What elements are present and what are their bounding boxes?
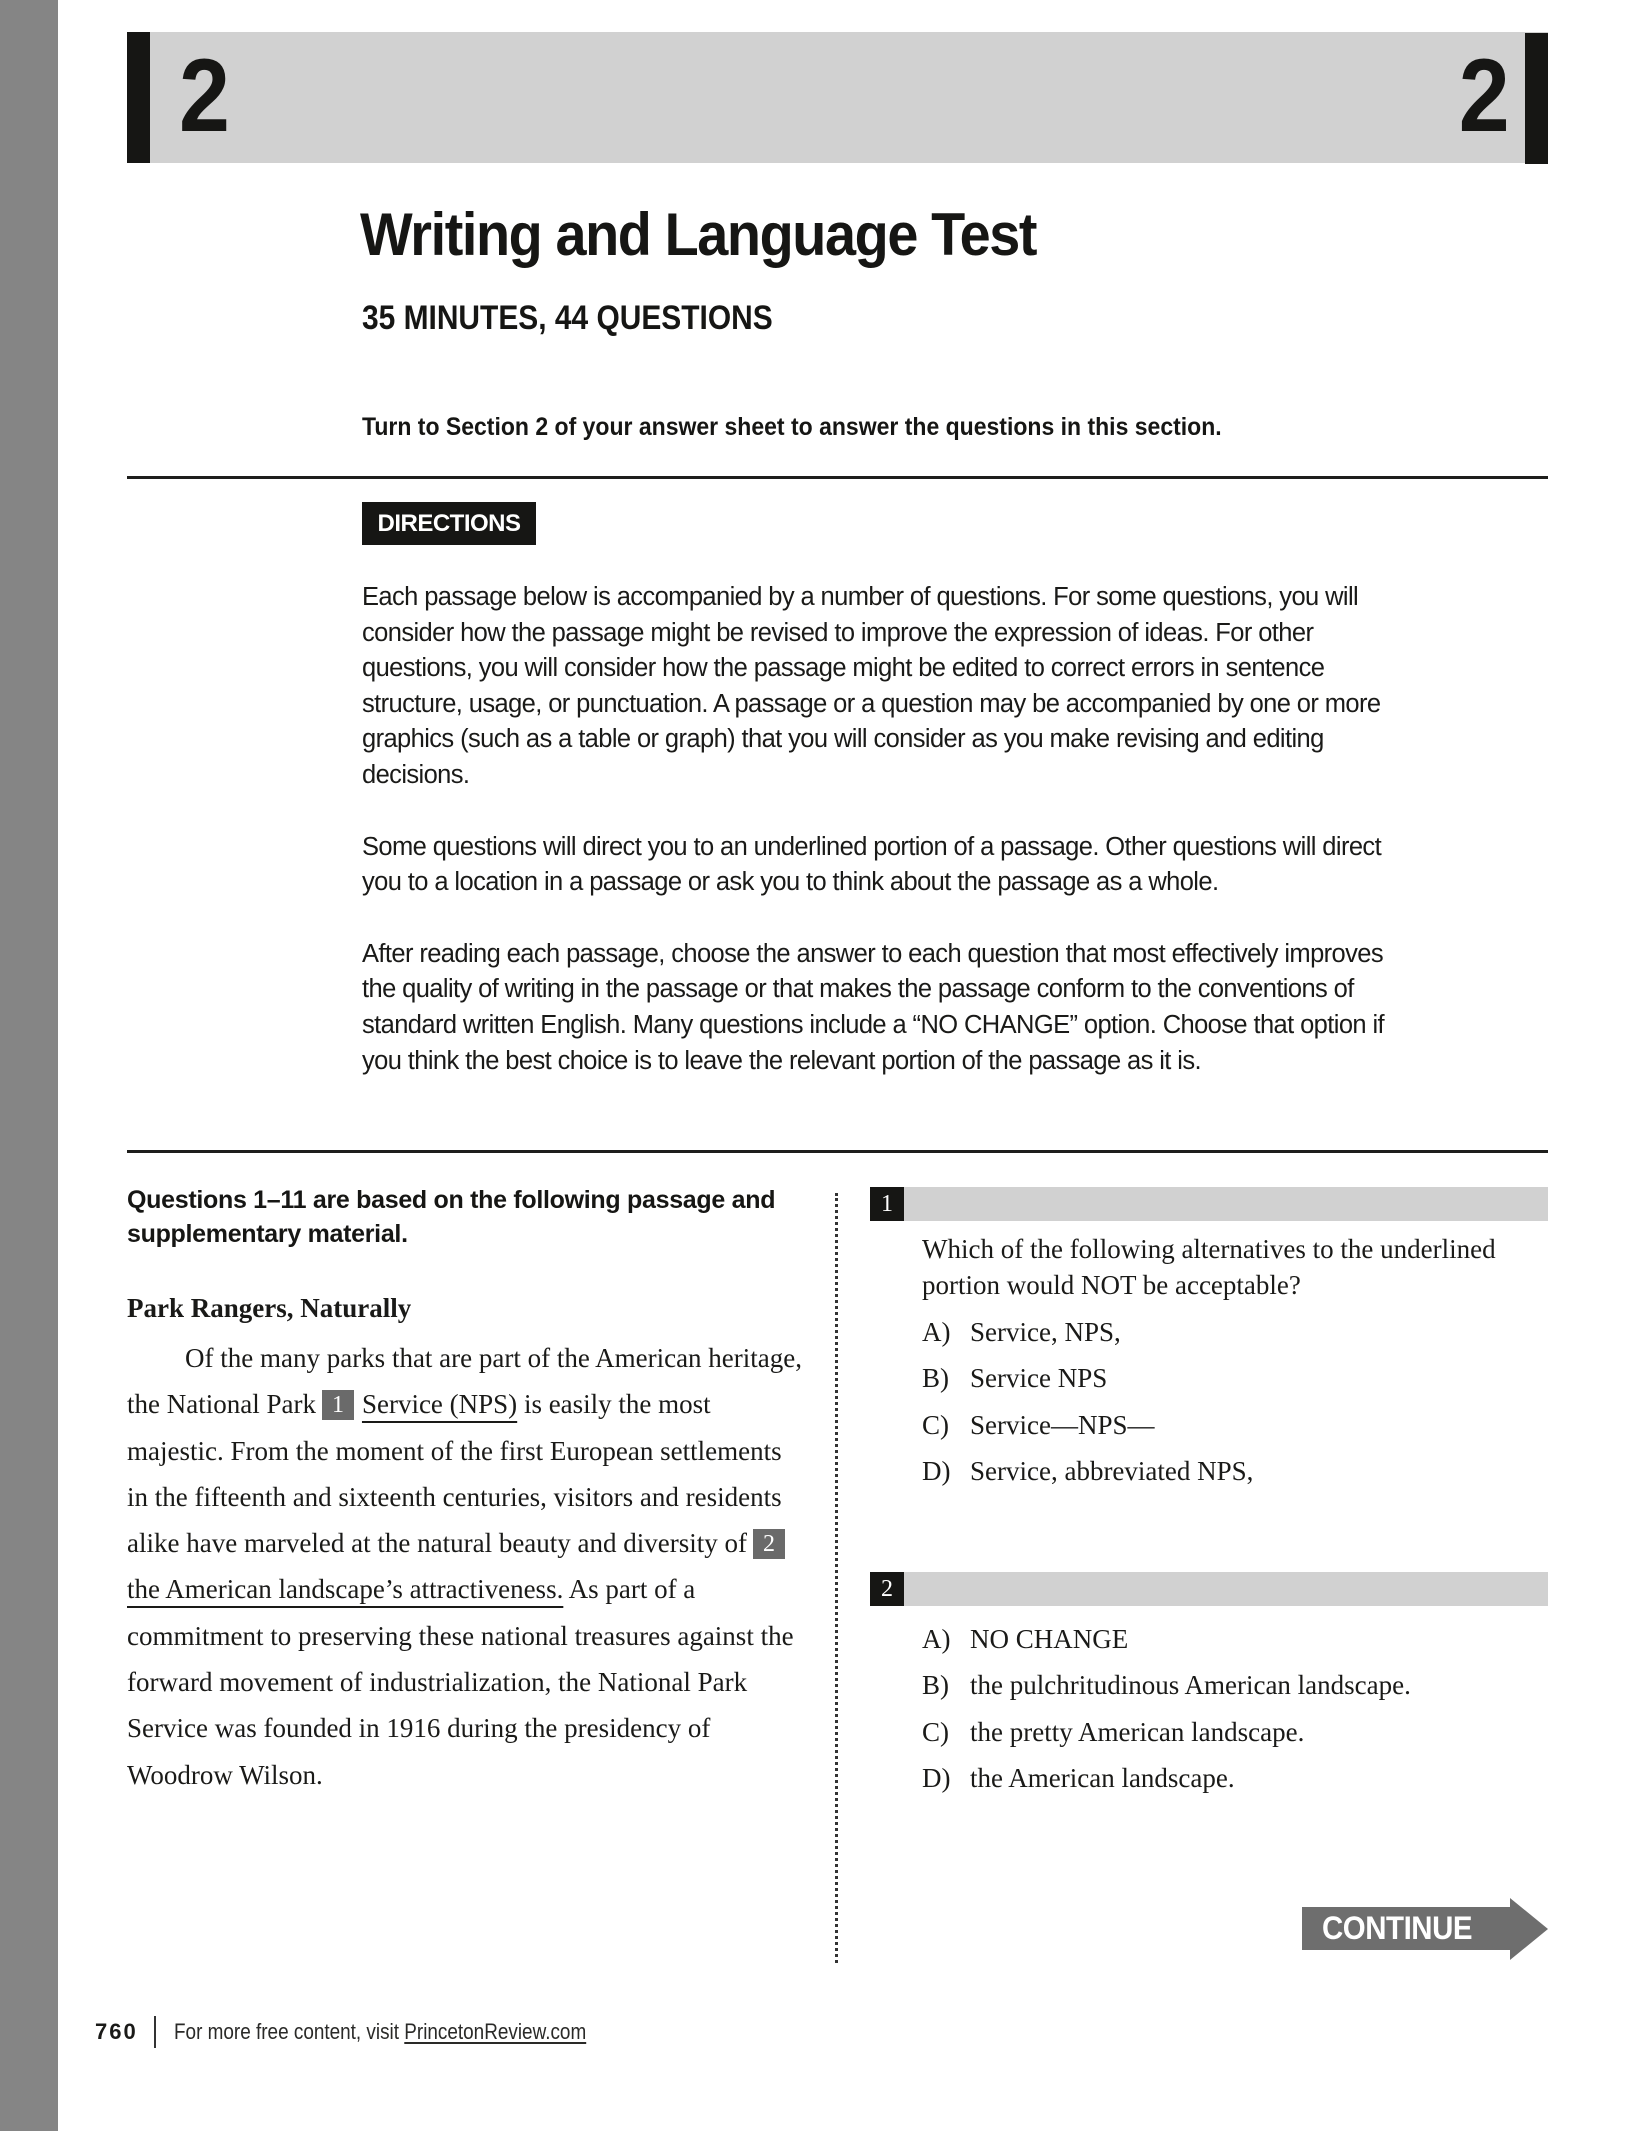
choice-text: the American landscape.	[970, 1763, 1235, 1794]
choice-letter: C)	[922, 1716, 949, 1747]
page-edge-strip	[0, 0, 58, 2131]
section-number-right: 2	[1458, 38, 1508, 154]
choice-text: Service, abbreviated NPS,	[970, 1455, 1254, 1486]
header-left-block	[127, 32, 150, 163]
choice-letter: D)	[922, 1455, 951, 1486]
divider-bottom	[127, 1150, 1548, 1153]
choice-letter: D)	[922, 1763, 951, 1794]
answer-choice-d[interactable]	[922, 1448, 1548, 1494]
question-number: 1	[870, 1187, 904, 1221]
directions-paragraph: After reading each passage, choose the answer to each question that most effectively improves the quality of writing in the passage or that makes the passage conform to the conventions of standard written English. Many questions include a “NO CHANGE” option. Choose that option if you think the best choice is to leave the relevant portion of the passage as it is.	[362, 939, 1385, 1075]
question-header	[870, 1187, 1548, 1221]
footer-message: For more free content, visit	[173, 2019, 404, 2044]
questions-column	[870, 1187, 1548, 1801]
answer-choices	[922, 1616, 1548, 1801]
choice-letter: A)	[922, 1624, 951, 1655]
answer-choice-c[interactable]	[922, 1402, 1548, 1448]
choice-text: NO CHANGE	[970, 1624, 1129, 1655]
page-title: Writing and Language Test	[360, 201, 1037, 268]
choice-letter: B)	[922, 1363, 949, 1394]
header-right-block	[1525, 33, 1548, 164]
choice-text: Service NPS	[970, 1363, 1108, 1394]
section-number-left: 2	[179, 38, 229, 154]
answer-choice-b[interactable]	[922, 1355, 1548, 1401]
passage-body	[127, 1335, 807, 1798]
choice-letter: C)	[922, 1409, 949, 1440]
question-marker-2[interactable]: 2	[753, 1529, 785, 1559]
choice-text: the pulchritudinous American landscape.	[970, 1670, 1411, 1701]
question-stem: Which of the following alternatives to the underlined portion would NOT be acceptable?	[922, 1234, 1496, 1300]
question-marker-1[interactable]: 1	[322, 1390, 354, 1420]
underlined-portion-2[interactable]: the American landscape’s attractiveness.	[127, 1574, 564, 1605]
footer-separator	[154, 2016, 156, 2048]
section-header-bar	[127, 32, 1548, 163]
continue-label: CONTINUE	[1322, 1910, 1473, 1946]
passage-title: Park Rangers, Naturally	[127, 1293, 412, 1323]
underlined-portion-1[interactable]: Service (NPS)	[361, 1389, 518, 1420]
column-divider	[835, 1193, 838, 1963]
passage-text: Of the many parks that are part of the American heritage, the National Park	[127, 1343, 802, 1420]
choice-text: the pretty American landscape.	[970, 1716, 1305, 1747]
divider-top	[127, 476, 1548, 479]
choice-text: Service, NPS,	[970, 1317, 1121, 1347]
arrow-head-icon	[1510, 1898, 1548, 1960]
choice-letter: A)	[922, 1317, 951, 1347]
passage-column	[127, 1183, 807, 1798]
answer-choice-d[interactable]	[922, 1755, 1548, 1801]
answer-choices	[922, 1309, 1548, 1494]
time-and-question-count: 35 MINUTES, 44 QUESTIONS	[362, 299, 773, 337]
directions-badge: DIRECTIONS	[362, 502, 536, 545]
answer-choice-b[interactable]	[922, 1662, 1548, 1708]
footer-text	[174, 2019, 586, 2045]
answer-choice-a[interactable]	[922, 1309, 1548, 1355]
question-number: 2	[870, 1572, 904, 1606]
passage-text: As part of a commitment to preserving these national treasures against the forward movement of industrialization, the National Park Service was founded in 1916 during the presidency of Woodrow Wilson.	[127, 1574, 794, 1790]
choice-text: Service—NPS—	[970, 1409, 1155, 1440]
directions-paragraph: Each passage below is accompanied by a number of questions. For some questions, you will consider how the passage might be revised to improve the expression of ideas. For other questions, you will consider how the passage might be edited to correct errors in sentence structure, usage, or punctuation. A passage or a question may be accompanied by one or more graphics (such as a table or graph) that you will consider as you make revising and editing decisions.	[362, 583, 1381, 789]
choice-letter: B)	[922, 1670, 949, 1701]
answer-choice-a[interactable]	[922, 1616, 1548, 1662]
page-footer	[95, 2015, 653, 2049]
directions-text	[362, 580, 1412, 1115]
passage-text: is easily the most majestic. From the moment of the first European settlements in the fifteenth and sixteenth centuries, visitors and residents alike have marveled at the natural beauty and diversity of	[127, 1389, 782, 1559]
answer-choice-c[interactable]	[922, 1709, 1548, 1755]
directions-paragraph: Some questions will direct you to an underlined portion of a passage. Other questions will direct you to a location in a passage or ask you to think about the passage as a whole.	[362, 832, 1382, 897]
question-1	[870, 1187, 1548, 1494]
continue-button[interactable]	[1302, 1898, 1548, 1960]
question-header	[870, 1572, 1548, 1606]
page-number: 760	[95, 2019, 138, 2044]
princeton-review-link[interactable]: PrincetonReview.com	[403, 2019, 586, 2044]
answer-sheet-instruction: Turn to Section 2 of your answer sheet to answer the questions in this section.	[362, 413, 1222, 441]
passage-intro: Questions 1–11 are based on the following passage and supplementary material.	[127, 1186, 776, 1248]
question-2	[870, 1572, 1548, 1801]
